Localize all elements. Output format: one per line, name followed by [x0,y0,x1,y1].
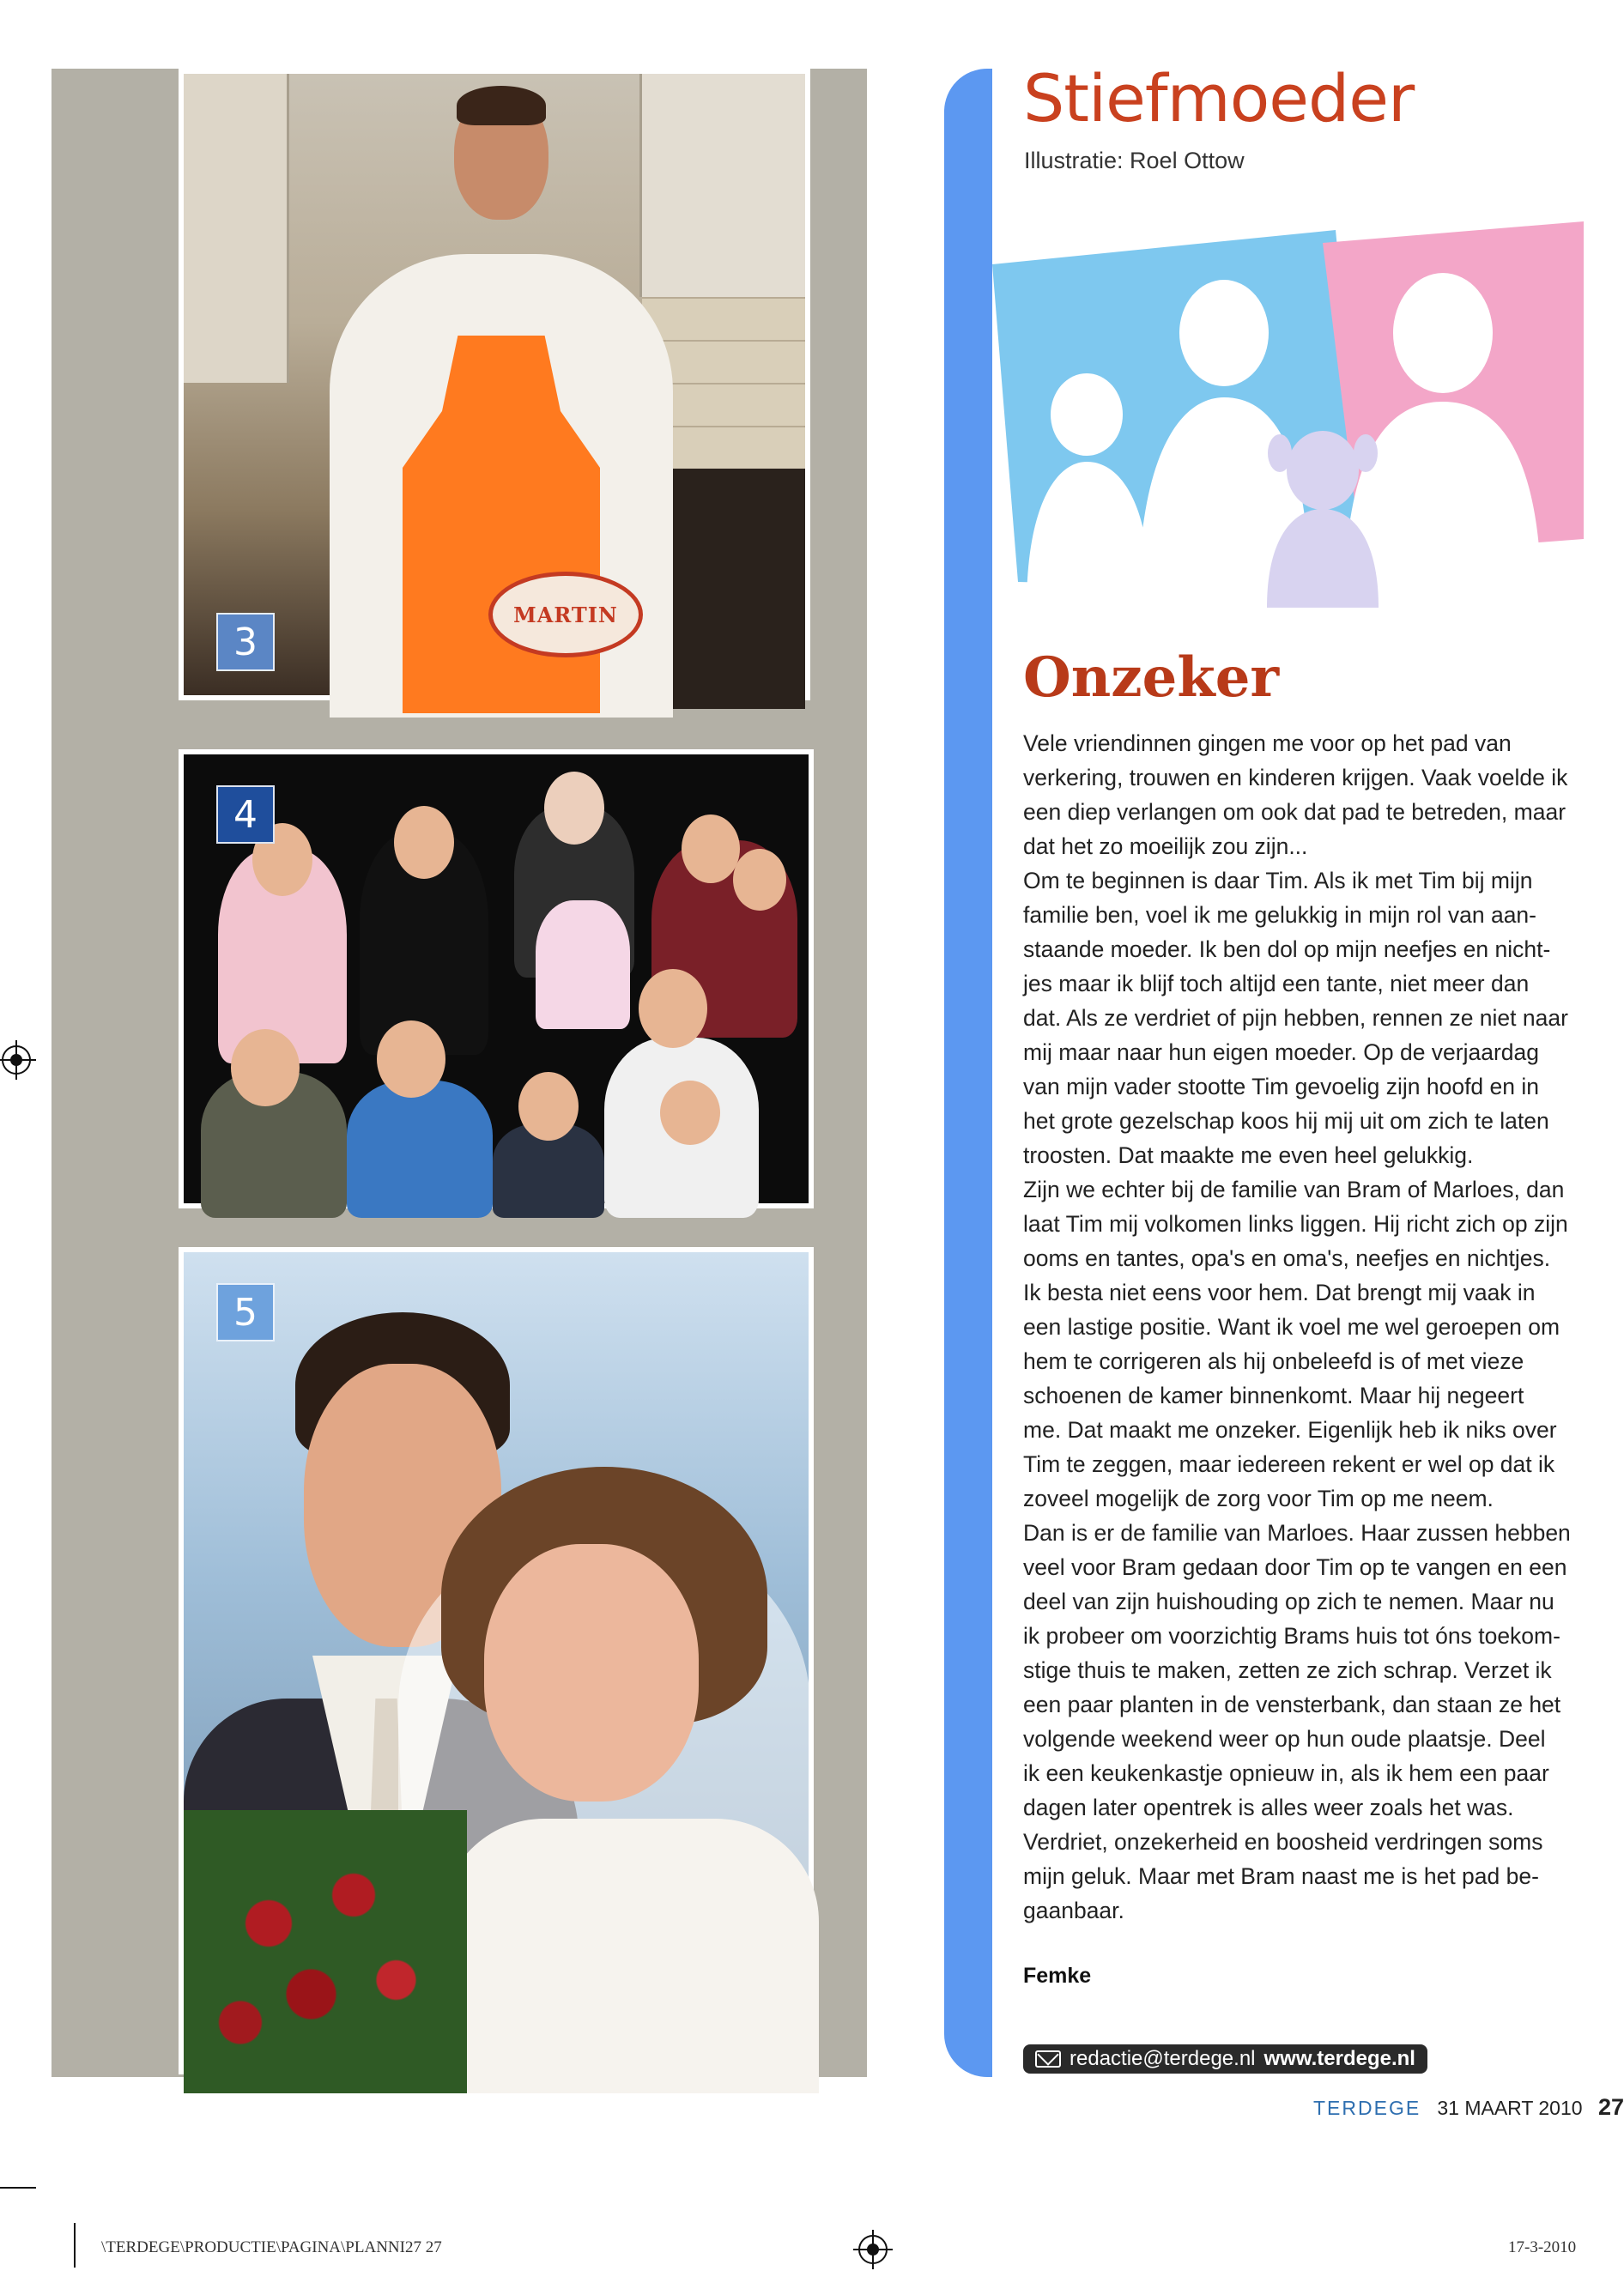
body-line: Om te beginnen is daar Tim. Als ik met Tim bij mijn [1023,868,1533,893]
body-line: ik probeer om voorzichtig Brams huis tot óns toekom- [1023,1623,1560,1649]
family-silhouette-illustration [992,221,1584,608]
body-line: van mijn vader stootte Tim gevoelig zijn hoofd en in [1023,1074,1539,1099]
magazine-name: TERDEGE [1313,2097,1421,2119]
body-line: staande moeder. Ik ben dol op mijn neefjes en nicht- [1023,936,1551,962]
photo-wedding-couple [179,1247,814,2074]
crop-mark [0,2187,36,2189]
print-date: 17-3-2010 [1508,2238,1577,2256]
body-line: mijn geluk. Maar met Bram naast me is het pad be- [1023,1863,1539,1889]
body-line: jes maar ik blijf toch altijd een tante, niet meer dan [1023,971,1530,996]
illustration-credit: Illustratie: Roel Ottow [1024,148,1245,173]
body-line: dagen later opentrek is alles weer zoals het was. [1023,1795,1514,1820]
body-line: een diep verlangen om ook dat pad te betreden, maar [1023,799,1566,825]
body-line: stige thuis te maken, zetten ze zich schrap. Verzet ik [1023,1657,1552,1683]
body-line: Ik besta niet eens voor hem. Dat brengt mij vaak in [1023,1280,1536,1305]
photo-chef-apron [179,69,810,700]
body-line: Zijn we echter bij de familie van Bram of Marloes, dan [1023,1177,1565,1202]
section-title: Stiefmoeder [1023,60,1415,136]
contact-website[interactable]: www.terdege.nl [1263,2047,1415,2070]
body-line: deel van zijn huishouding op zich te nemen. Maar nu [1023,1589,1554,1614]
body-line: Verdriet, onzekerheid en boosheid verdringen soms [1023,1829,1543,1855]
crop-mark [74,2223,76,2268]
page-footer [1313,2094,1624,2121]
body-line: familie ben, voel ik me gelukkig in mijn rol van aan- [1023,902,1536,928]
page-number: 27 [1597,2094,1624,2120]
photo-number-3: 3 [216,613,275,671]
photo-family-group [179,749,814,1208]
body-line: dat. Als ze verdriet of pijn hebben, rennen ze niet naar [1023,1005,1568,1031]
article-body [1023,726,1584,1928]
body-line: ik een keukenkastje opnieuw in, als ik hem een paar [1023,1760,1549,1786]
contact-bar [1023,2044,1427,2074]
body-line: me. Dat maakt me onzeker. Eigenlijk heb ik niks over [1023,1417,1557,1443]
body-line: Vele vriendinnen gingen me voor op het pad van [1023,730,1512,756]
print-slug: \TERDEGE\PRODUCTIE\PAGINA\PLANNI27 27 [101,2238,442,2256]
bouquet [184,1810,467,2093]
body-line: zoveel mogelijk de zorg voor Tim op me neem. [1023,1486,1494,1511]
body-line: Tim te zeggen, maar iedereen rekent er wel op dat ik [1023,1451,1555,1477]
issue-date: 31 MAART 2010 [1437,2097,1583,2119]
body-line: laat Tim mij volkomen links liggen. Hij richt zich op zijn [1023,1211,1568,1237]
mail-icon [1035,2050,1061,2068]
body-line: troosten. Dat maakte me even heel gelukkig. [1023,1142,1474,1168]
body-line: volgende weekend weer op hun oude plaatsje. Deel [1023,1726,1546,1752]
body-line: gaanbaar. [1023,1898,1124,1923]
body-line: Dan is er de familie van Marloes. Haar zussen hebben [1023,1520,1571,1546]
body-line: veel voor Bram gedaan door Tim op te vangen en een [1023,1554,1567,1580]
body-line: ooms en tantes, opa's en oma's, neefjes en nichtjes. [1023,1245,1551,1271]
body-line: een lastige positie. Want ik voel me wel geroepen om [1023,1314,1560,1340]
article-heading: Onzeker [1023,645,1280,710]
body-line: mij maar naar hun eigen moeder. Op de verjaardag [1023,1039,1540,1065]
contact-email[interactable]: redactie@terdege.nl [1070,2047,1256,2070]
registration-mark [2,1045,31,1075]
photo-number-4: 4 [216,785,275,844]
body-line: schoenen de kamer binnenkomt. Maar hij negeert [1023,1383,1524,1408]
side-bar [944,69,992,2077]
photo-number-5: 5 [216,1283,275,1341]
body-line: het grote gezelschap koos hij mij uit om zich te laten [1023,1108,1549,1134]
author-signature: Femke [1023,1964,1092,1988]
apron-logo: MARTIN [488,572,643,657]
body-line: dat het zo moeilijk zou zijn... [1023,833,1308,859]
body-line: hem te corrigeren als hij onbeleefd is of met vieze [1023,1348,1524,1374]
registration-mark [858,2235,888,2264]
body-line: een paar planten in de vensterbank, dan staan ze het [1023,1692,1561,1717]
body-line: verkering, trouwen en kinderen krijgen. Vaak voelde ik [1023,765,1568,790]
